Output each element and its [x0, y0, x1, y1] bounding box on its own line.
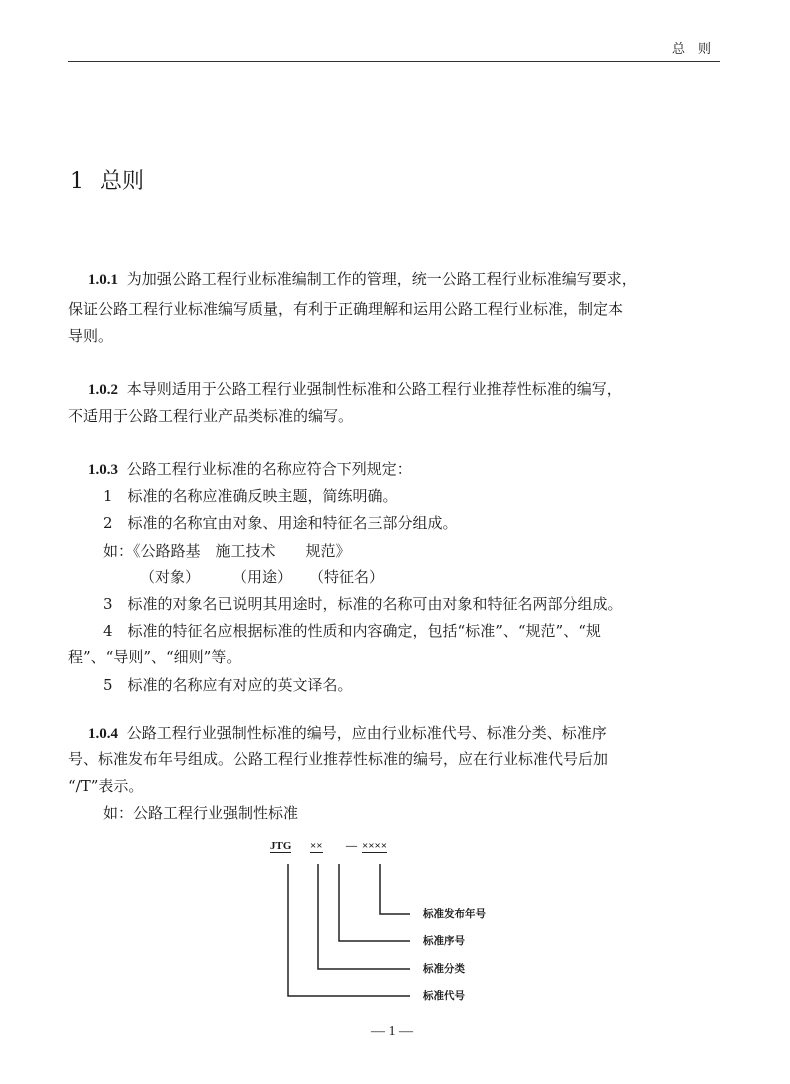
label-industry-code: 标准代号	[423, 990, 465, 1002]
numbering-connector-lines	[280, 855, 420, 1005]
chapter-title: 总则	[100, 169, 145, 194]
code-prefix: JTG	[270, 840, 292, 852]
clause-1-0-2-line-2: 不适用于公路工程行业产品类标准的编写。	[68, 407, 354, 425]
clause-1-0-4-line-1	[88, 722, 607, 743]
header-rule	[68, 61, 720, 62]
code-class: ××	[310, 840, 323, 852]
clause-1-0-3-item-4-line-1: 4 标准的特征名应根据标准的性质和内容确定，包括“标准”、“规范”、“规	[103, 622, 601, 640]
code-year: ××××	[362, 840, 388, 852]
clause-1-0-3-intro	[88, 458, 412, 479]
clause-text: 公路工程行业强制性标准的编号，应由行业标准代号、标准分类、标准序	[126, 724, 607, 742]
clause-1-0-2-line-1	[88, 378, 622, 399]
label-sequence-number: 标准序号	[423, 935, 465, 947]
label-classification: 标准分类	[423, 963, 465, 975]
clause-1-0-1-line-2: 保证公路工程行业标准编写质量，有利于正确理解和运用公路工程行业标准，制定本	[68, 300, 624, 318]
example-label-object: （对象）	[140, 568, 201, 586]
clause-1-0-4-example: 如：公路工程行业强制性标准	[103, 804, 299, 822]
connector-code	[288, 864, 410, 996]
clause-1-0-1-line-1	[88, 268, 637, 289]
clause-text: 本导则适用于公路工程行业强制性标准和公路工程行业推荐性标准的编写，	[126, 380, 622, 398]
example-label-feature: （特征名）	[309, 568, 385, 586]
connector-seq	[339, 864, 410, 941]
clause-text: 为加强公路工程行业标准编制工作的管理，统一公路工程行业标准编写要求，	[126, 270, 637, 288]
clause-1-0-4-line-2: 号、标准发布年号组成。公路工程行业推荐性标准的编号，应在行业标准代号后加	[68, 750, 609, 768]
clause-number: 1.0.2	[88, 382, 118, 398]
clause-1-0-3-example: 如：《公路路基 施工技术 规范》	[103, 542, 351, 560]
running-head: 总 则	[672, 42, 712, 57]
page-number: — 1 —	[371, 1024, 413, 1039]
clause-number: 1.0.3	[88, 462, 118, 478]
chapter-heading	[70, 164, 144, 195]
clause-text: 公路工程行业标准的名称应符合下列规定：	[126, 460, 412, 478]
label-publish-year: 标准发布年号	[423, 908, 486, 920]
clause-1-0-4-line-3: “/T”表示。	[68, 777, 144, 795]
clause-1-0-3-item-4-line-2: 程”、“导则”、“细则”等。	[68, 648, 242, 666]
clause-1-0-3-item-2: 2 标准的名称宜由对象、用途和特征名三部分组成。	[103, 514, 458, 532]
clause-number: 1.0.1	[88, 272, 118, 288]
connector-year	[380, 864, 410, 914]
clause-1-0-3-item-5: 5 标准的名称应有对应的英文译名。	[103, 676, 353, 694]
connector-class	[318, 864, 410, 969]
chapter-number: 1	[70, 169, 84, 194]
example-label-use: （用途）	[232, 568, 293, 586]
code-dash: —	[346, 840, 357, 852]
clause-1-0-1-line-3: 导则。	[68, 327, 114, 345]
clause-1-0-3-item-3: 3 标准的对象名已说明其用途时，标准的名称可由对象和特征名两部分组成。	[103, 595, 623, 613]
clause-number: 1.0.4	[88, 726, 118, 742]
clause-1-0-3-item-1: 1 标准的名称应准确反映主题，简练明确。	[103, 487, 398, 505]
